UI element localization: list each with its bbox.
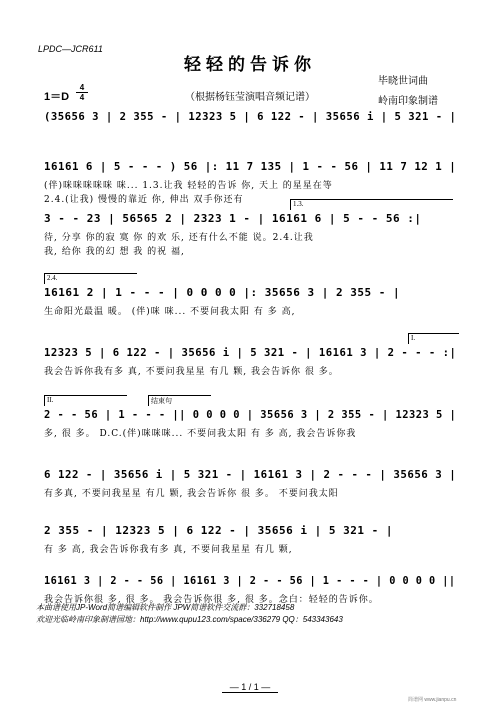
lyric-line-second-verse: 我, 给你 我的幻 想 我 的祝 福, (44, 247, 185, 257)
volta-bracket: 1.3. (290, 199, 453, 210)
notation-line: 2 - - 56 | 1 - - - || 0 0 0 0 | 35656 3 | 2 355 - | 12323 5 | (44, 408, 457, 421)
lyricist-credit: 毕晓世词曲 (378, 76, 428, 87)
key-signature: 1＝D (44, 91, 70, 103)
score-row (44, 396, 457, 474)
volta-bracket: I. (408, 333, 459, 344)
document-code: LPDC—JCR611 (38, 44, 103, 54)
notation-line: 16161 2 | 1 - - - | 0 0 0 0 |: 35656 3 | 2 355 - | (44, 286, 401, 299)
page-number-text: — 1 / 1 — (222, 682, 279, 693)
score-row (44, 274, 456, 352)
notation-line: 6 122 - | 35656 i | 5 321 - | 16161 3 | 2 - - - | 35656 3 | (44, 468, 457, 481)
lyric-line: 有 多 高, 我会告诉你我有多 真, 不要问我星星 有几 颗, (44, 545, 293, 555)
volta-bracket: II. (44, 395, 127, 406)
lyric-line: (伴)咪咪咪咪咪 咪... 1.3.让我 轻轻的告诉 你, 天上 的星星在等 (44, 181, 333, 191)
lyric-line: 生命阳光最温 暖。 (伴)咪 咪... 不要问我太阳 有 多 高, (44, 307, 296, 317)
lyric-line: 待, 分享 你的寂 寞 你 的欢 乐, 还有什么不能 说。2.4.让我 (44, 233, 314, 243)
notation-line: 16161 6 | 5 - - - ) 56 |: 11 7 135 | 1 - - 56 | 11 7 12 1 | (44, 160, 457, 173)
notation-line: 3 - - 23 | 56565 2 | 2323 1 - | 16161 6 | 5 - - 56 :| (44, 212, 422, 225)
footer-software: 本曲谱使用JP-Word简谱编辑软件制作 JPW简谱软件交流群：332718458 (36, 603, 295, 612)
song-subtitle: （根据杨钰莹演唱音频记谱） (185, 92, 315, 103)
lyric-line-second-verse: 2.4.(让我) 慢慢的靠近 你, 伸出 双手你还有 (44, 195, 244, 205)
watermark: 简谱网 www.jianpu.cn (408, 697, 457, 703)
meter-top: 4 (79, 83, 85, 92)
meter-bottom: 4 (76, 92, 88, 102)
lyric-line: 我会告诉你我有多 真, 不要问我星星 有几 颗, 我会告诉你 很 多。 (44, 367, 339, 377)
notation-line: 12323 5 | 6 122 - | 35656 i | 5 321 - | 16161 3 | 2 - - - :| (44, 346, 457, 359)
arranger-credit: 岭南印象制谱 (378, 96, 438, 107)
lyric-line: 有多真, 不要问我星星 有几 颗, 我会告诉你 很 多。 不要问我太阳 (44, 489, 339, 499)
page-number (0, 682, 500, 692)
volta-bracket: 2.4. (44, 273, 137, 284)
footer-website: 欢迎光临岭南印象制谱园地：http://www.qupu123.com/space/336279 QQ：543343643 (36, 615, 343, 624)
lyric-line: 我会告诉你很 多, 很 多。 我会告诉你很 多, 很 多。念白：轻轻的告诉你。 (44, 595, 379, 605)
notation-line: 16161 3 | 2 - - 56 | 16161 3 | 2 - - 56 | 1 - - - | 0 0 0 0 || (44, 574, 456, 587)
time-signature (76, 83, 88, 102)
lyric-line: 多, 很 多。 D.C.(伴)咪咪咪... 不要问我太阳 有 多 高, 我会告诉你我 (44, 429, 357, 439)
notation-line: 2 355 - | 12323 5 | 6 122 - | 35656 i | 5 321 - | (44, 524, 394, 537)
notation-line: (35656 3 | 2 355 - | 12323 5 | 6 122 - | 35656 i | 5 321 - | (44, 110, 457, 123)
volta-bracket: 结束句 (148, 395, 211, 406)
song-title: 轻轻的告诉你 (184, 55, 316, 75)
